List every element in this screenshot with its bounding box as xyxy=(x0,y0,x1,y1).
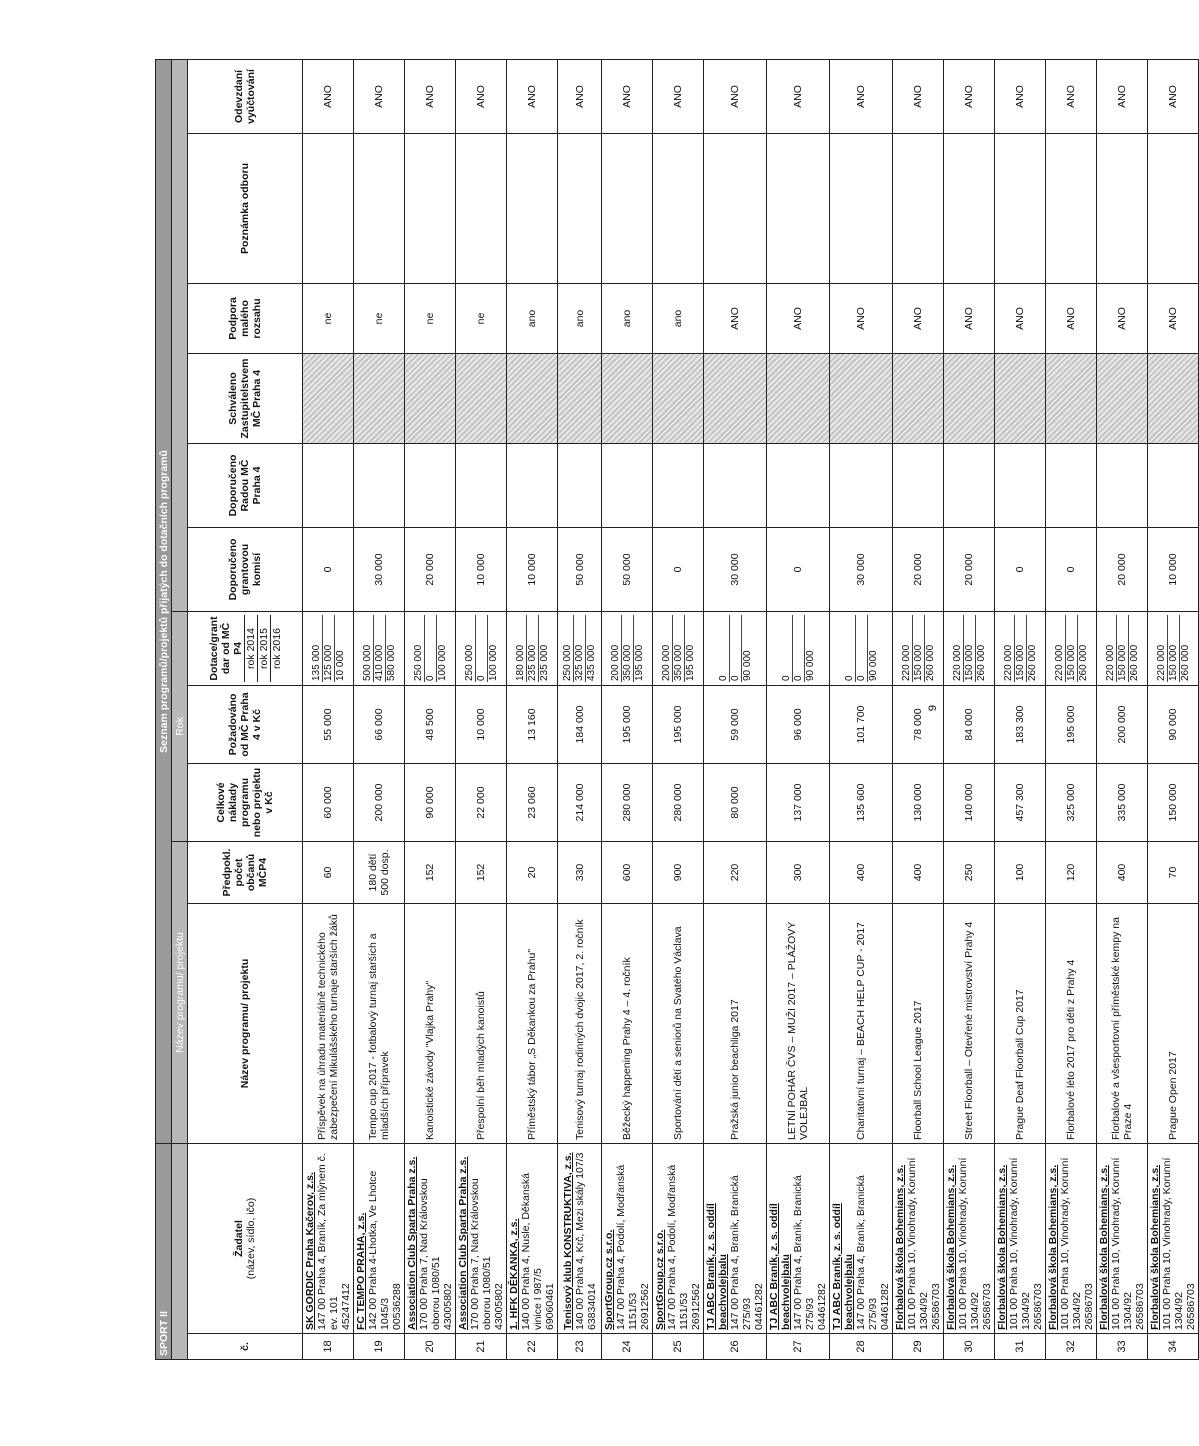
col-rada: Doporučeno Radou MČ Praha 4 xyxy=(188,444,303,528)
recommended-commission: 0 xyxy=(1046,528,1097,612)
total-cost: 90 000 xyxy=(405,764,456,842)
recommended-commission: 0 xyxy=(303,528,354,612)
settlement-submitted: ANO xyxy=(602,59,653,133)
small-support: ANO xyxy=(830,284,893,354)
project-name: Prague Deaf Floorball Cup 2017 xyxy=(995,904,1046,1144)
applicant: SportGroup.cz s.r.o. 147 00 Praha 4, Podolí, Modřanská 1151/53 26912562 xyxy=(602,1144,653,1334)
total-cost: 457 300 xyxy=(995,764,1046,842)
settlement-submitted: ANO xyxy=(354,59,405,133)
settlement-submitted: ANO xyxy=(507,59,558,133)
applicant: 1. HFK DĚKANKA, z.s. 140 00 Praha 4, Nusle, Děkanská vinice I 987/5 69060461 xyxy=(507,1144,558,1334)
recommended-council xyxy=(830,444,893,528)
grants-by-year: 220 000 150 000 260 000 xyxy=(995,612,1046,686)
applicant: Florbalová škola Bohemians, z.s. 101 00 Praha 10, Vinohrady, Korunní 1304/92 26586703 xyxy=(995,1144,1046,1334)
applicant: Florbalová škola Bohemians, z.s. 101 00 Praha 10, Vinohrady, Korunní 1304/92 26586703 xyxy=(1148,1144,1199,1334)
page-number: 9 xyxy=(927,704,940,712)
requested: 55 000 xyxy=(303,686,354,764)
applicant: SK GORDIC Praha Kačerov, z.s. 147 00 Praha 4, Braník, Za mlýnem č. ev. 101 45247412 xyxy=(303,1144,354,1334)
header-row xyxy=(188,59,303,1359)
recommended-council xyxy=(893,444,944,528)
citizens-count: 152 xyxy=(405,842,456,904)
total-cost: 140 000 xyxy=(944,764,995,842)
small-support: ne xyxy=(354,284,405,354)
grants-by-year: 0 0 90 000 xyxy=(767,612,830,686)
recommended-council xyxy=(558,444,602,528)
approved-assembly xyxy=(1097,354,1148,444)
requested: 66 000 xyxy=(354,686,405,764)
department-note xyxy=(653,134,704,284)
total-cost: 280 000 xyxy=(602,764,653,842)
applicant: TJ ABC Braník, z. s. oddíl beachvolejbalu 147 00 Praha 4, Braník, Branická 275/93 04461282 xyxy=(704,1144,767,1334)
recommended-council xyxy=(456,444,507,528)
total-cost: 325 000 xyxy=(1046,764,1097,842)
grants-by-year: 220 000 150 000 260 000 xyxy=(1046,612,1097,686)
requested: 195 000 xyxy=(1046,686,1097,764)
project-name: LETNÍ POHÁR ČVS – MUŽI 2017 – PLÁŽOVÝ VOLEJBAL xyxy=(767,904,830,1144)
band-rok: Rok xyxy=(172,612,188,842)
row-number: 18 xyxy=(303,1334,354,1360)
row-number: 20 xyxy=(405,1334,456,1360)
citizens-count: 400 xyxy=(830,842,893,904)
approved-assembly xyxy=(893,354,944,444)
total-cost: 80 000 xyxy=(704,764,767,842)
requested: 59 000 xyxy=(704,686,767,764)
citizens-count: 250 xyxy=(944,842,995,904)
grants-by-year: 0 0 90 000 xyxy=(704,612,767,686)
recommended-commission: 30 000 xyxy=(830,528,893,612)
recommended-council xyxy=(767,444,830,528)
row-number: 19 xyxy=(354,1334,405,1360)
citizens-count: 152 xyxy=(456,842,507,904)
recommended-commission: 50 000 xyxy=(602,528,653,612)
applicant: Florbalová škola Bohemians, z.s. 101 00 Praha 10, Vinohrady, Korunní 1304/92 26586703 xyxy=(1046,1144,1097,1334)
row-number: 23 xyxy=(558,1334,602,1360)
project-name: Florbalové a všesportovní příměstské kempy na Praze 4 xyxy=(1097,904,1148,1144)
recommended-commission: 0 xyxy=(767,528,830,612)
col-cislo: č. xyxy=(188,1334,303,1360)
table-row xyxy=(405,59,456,1359)
department-note xyxy=(704,134,767,284)
citizens-count: 300 xyxy=(767,842,830,904)
recommended-council xyxy=(354,444,405,528)
project-name: Sportování dětí a seniorů na Svatého Václava xyxy=(653,904,704,1144)
grants-by-year: 135 000 125 000 10 000 xyxy=(303,612,354,686)
department-note xyxy=(558,134,602,284)
citizens-count: 900 xyxy=(653,842,704,904)
recommended-council xyxy=(303,444,354,528)
department-note xyxy=(507,134,558,284)
department-note xyxy=(456,134,507,284)
col-komise: Doporučeno grantovou komisí xyxy=(188,528,303,612)
row-number: 33 xyxy=(1097,1334,1148,1360)
total-cost: 130 000 xyxy=(893,764,944,842)
row-number: 26 xyxy=(704,1334,767,1360)
citizens-count: 220 xyxy=(704,842,767,904)
recommended-commission: 0 xyxy=(653,528,704,612)
small-support: ano xyxy=(558,284,602,354)
recommended-commission: 10 000 xyxy=(456,528,507,612)
table-row xyxy=(303,59,354,1359)
approved-assembly xyxy=(830,354,893,444)
grants-by-year: 250 000 0 100 000 xyxy=(405,612,456,686)
row-number: 30 xyxy=(944,1334,995,1360)
row-number: 32 xyxy=(1046,1334,1097,1360)
applicant: TJ ABC Braník, z. s. oddíl beachvolejbalu 147 00 Praha 4, Braník, Branická 275/93 04461282 xyxy=(767,1144,830,1334)
total-cost: 23 060 xyxy=(507,764,558,842)
col-pozadovano: Požadováno od MČ Praha 4 v Kč xyxy=(188,686,303,764)
small-support: ne xyxy=(456,284,507,354)
recommended-council xyxy=(507,444,558,528)
requested: 101 700 xyxy=(830,686,893,764)
band-subtitle: Název programu/ projektu xyxy=(172,842,188,1144)
recommended-commission: 10 000 xyxy=(507,528,558,612)
grants-by-year: 220 000 150 000 260 000 xyxy=(893,612,944,686)
recommended-council xyxy=(1097,444,1148,528)
project-name: Kanoistické závody "Vlajka Prahy" xyxy=(405,904,456,1144)
grants-by-year: 200 000 350 000 195 000 xyxy=(602,612,653,686)
recommended-council xyxy=(405,444,456,528)
row-number: 28 xyxy=(830,1334,893,1360)
section-label: SPORT II xyxy=(156,1144,172,1360)
settlement-submitted: ANO xyxy=(767,59,830,133)
col-podpora: Podpora malého rozsahu xyxy=(188,284,303,354)
small-support: ANO xyxy=(1148,284,1199,354)
col-poznamka: Poznámka odboru xyxy=(188,134,303,284)
row-number: 25 xyxy=(653,1334,704,1360)
table-row xyxy=(767,59,830,1359)
table-row xyxy=(1148,59,1199,1359)
col-odevzdani: Odevzdaní vyúčtování xyxy=(188,59,303,133)
approved-assembly xyxy=(704,354,767,444)
project-name: Floorball School League 2017 xyxy=(893,904,944,1144)
citizens-count: 330 xyxy=(558,842,602,904)
row-number: 29 xyxy=(893,1334,944,1360)
table-row xyxy=(704,59,767,1359)
small-support: ANO xyxy=(1097,284,1148,354)
grants-by-year: 0 0 90 000 xyxy=(830,612,893,686)
table-body xyxy=(303,59,1199,1359)
table-row xyxy=(507,59,558,1359)
row-number: 31 xyxy=(995,1334,1046,1360)
citizens-count: 100 xyxy=(995,842,1046,904)
applicant: TJ ABC Braník, z. s. oddíl beachvolejbalu 147 00 Praha 4, Braník, Branická 275/93 04461282 xyxy=(830,1144,893,1334)
project-name: Příměstský tábor „S Děkankou za Prahu" xyxy=(507,904,558,1144)
col-zadatel: Žadatel (název, sídlo, ičo) xyxy=(188,1144,303,1334)
citizens-count: 400 xyxy=(1097,842,1148,904)
table-row xyxy=(653,59,704,1359)
grants-by-year: 220 000 150 000 260 000 xyxy=(1097,612,1148,686)
applicant: Florbalová škola Bohemians, z.s. 101 00 Praha 10, Vinohrady, Korunní 1304/92 26586703 xyxy=(893,1144,944,1334)
department-note xyxy=(830,134,893,284)
settlement-submitted: ANO xyxy=(704,59,767,133)
small-support: ANO xyxy=(893,284,944,354)
total-cost: 22 000 xyxy=(456,764,507,842)
settlement-submitted: ANO xyxy=(1148,59,1199,133)
department-note xyxy=(1097,134,1148,284)
row-number: 27 xyxy=(767,1334,830,1360)
recommended-commission: 50 000 xyxy=(558,528,602,612)
applicant: Tenisový klub KONSTRUKTIVA, z.s. 140 00 Praha 4, Krč, Mezi skály 107/3 63834014 xyxy=(558,1144,602,1334)
approved-assembly xyxy=(303,354,354,444)
requested: 10 000 xyxy=(456,686,507,764)
total-cost: 280 000 xyxy=(653,764,704,842)
department-note xyxy=(602,134,653,284)
department-note xyxy=(354,134,405,284)
table-row xyxy=(602,59,653,1359)
row-number: 22 xyxy=(507,1334,558,1360)
recommended-council xyxy=(995,444,1046,528)
small-support: ANO xyxy=(767,284,830,354)
approved-assembly xyxy=(653,354,704,444)
requested: 195 000 xyxy=(653,686,704,764)
requested: 90 000 xyxy=(1148,686,1199,764)
recommended-commission: 20 000 xyxy=(1097,528,1148,612)
small-support: ano xyxy=(507,284,558,354)
department-note xyxy=(767,134,830,284)
small-support: ANO xyxy=(944,284,995,354)
project-name: Přespolní běh mladých kanoistů xyxy=(456,904,507,1144)
table-row xyxy=(354,59,405,1359)
grants-by-year: 500 000 410 000 580 000 xyxy=(354,612,405,686)
recommended-commission: 30 000 xyxy=(704,528,767,612)
department-note xyxy=(405,134,456,284)
settlement-submitted: ANO xyxy=(893,59,944,133)
section-band xyxy=(156,59,172,1359)
settlement-submitted: ANO xyxy=(1046,59,1097,133)
project-name: Florbalové léto 2017 pro děti z Prahy 4 xyxy=(1046,904,1097,1144)
approved-assembly xyxy=(944,354,995,444)
recommended-commission: 10 000 xyxy=(1148,528,1199,612)
project-name: Prague Open 2017 xyxy=(1148,904,1199,1144)
settlement-submitted: ANO xyxy=(830,59,893,133)
table-row xyxy=(995,59,1046,1359)
department-note xyxy=(995,134,1046,284)
recommended-commission: 0 xyxy=(995,528,1046,612)
department-note xyxy=(303,134,354,284)
requested: 78 000 xyxy=(893,686,944,764)
requested: 200 000 xyxy=(1097,686,1148,764)
settlement-submitted: ANO xyxy=(405,59,456,133)
col-naklady: Celkové náklady programu nebo projektu v Kč xyxy=(188,764,303,842)
approved-assembly xyxy=(1148,354,1199,444)
settlement-submitted: ANO xyxy=(1097,59,1148,133)
applicant: SportGroup.cz s.r.o. 147 00 Praha 4, Podolí, Modřanská 1151/53 26912562 xyxy=(653,1144,704,1334)
applicant: Florbalová škola Bohemians, z.s. 101 00 Praha 10, Vinohrady, Korunní 1304/92 26586703 xyxy=(1097,1144,1148,1334)
grants-by-year: 180 000 235 000 235 000 xyxy=(507,612,558,686)
grants-by-year: 250 000 0 100 000 xyxy=(456,612,507,686)
department-note xyxy=(893,134,944,284)
grants-by-year: 220 000 150 000 260 000 xyxy=(1148,612,1199,686)
approved-assembly xyxy=(405,354,456,444)
small-support: ne xyxy=(303,284,354,354)
applicant: Florbalová škola Bohemians, z.s. 101 00 Praha 10, Vinohrady, Korunní 1304/92 26586703 xyxy=(944,1144,995,1334)
grants-by-year: 220 000 150 000 260 000 xyxy=(944,612,995,686)
table-row xyxy=(830,59,893,1359)
total-cost: 60 000 xyxy=(303,764,354,842)
project-name: Tenisový turnaj rodinných dvojic 2017, 2. ročník xyxy=(558,904,602,1144)
project-name: Street Floorball – Otevřené mistrovství Prahy 4 xyxy=(944,904,995,1144)
requested: 84 000 xyxy=(944,686,995,764)
citizens-count: 70 xyxy=(1148,842,1199,904)
total-cost: 335 000 xyxy=(1097,764,1148,842)
table-row xyxy=(558,59,602,1359)
recommended-council xyxy=(653,444,704,528)
approved-assembly xyxy=(995,354,1046,444)
approved-assembly xyxy=(456,354,507,444)
grants-by-year: 200 000 350 000 195 000 xyxy=(653,612,704,686)
total-cost: 214 000 xyxy=(558,764,602,842)
approved-assembly xyxy=(767,354,830,444)
table-row xyxy=(1097,59,1148,1359)
small-support: ano xyxy=(602,284,653,354)
approved-assembly xyxy=(354,354,405,444)
subtitle-band xyxy=(172,59,188,1359)
approved-assembly xyxy=(558,354,602,444)
settlement-submitted: ANO xyxy=(558,59,602,133)
recommended-council xyxy=(602,444,653,528)
project-name: Příspěvek na úhradu materiálně technického zabezpečení Mikulášského turnaje starších žáků xyxy=(303,904,354,1144)
settlement-submitted: ANO xyxy=(653,59,704,133)
approved-assembly xyxy=(602,354,653,444)
table-row xyxy=(1046,59,1097,1359)
col-zastup: Schváleno Zastupitelstvem MČ Praha 4 xyxy=(188,354,303,444)
row-number: 34 xyxy=(1148,1334,1199,1360)
recommended-council xyxy=(1046,444,1097,528)
small-support: ne xyxy=(405,284,456,354)
approved-assembly xyxy=(507,354,558,444)
row-number: 24 xyxy=(602,1334,653,1360)
requested: 195 000 xyxy=(602,686,653,764)
col-pocet: Předpokl. počet občanů MČP4 xyxy=(188,842,303,904)
project-name: Charitativní turnaj – BEACH HELP CUP - 2017 xyxy=(830,904,893,1144)
grants-by-year: 250 000 325 000 435 000 xyxy=(558,612,602,686)
band-title: Seznam programů/projektů přijatých do dotačních programů xyxy=(156,59,172,1143)
col-nazev: Název programu/ projektu xyxy=(188,904,303,1144)
recommended-commission: 20 000 xyxy=(893,528,944,612)
approved-assembly xyxy=(1046,354,1097,444)
recommended-commission: 30 000 xyxy=(354,528,405,612)
citizens-count: 120 xyxy=(1046,842,1097,904)
total-cost: 137 000 xyxy=(767,764,830,842)
settlement-submitted: ANO xyxy=(995,59,1046,133)
citizens-count: 180 dětí 500 dosp. xyxy=(354,842,405,904)
col-dotace: Dotace/grant dar od MČ P4 rok 2014 rok 2015 rok 2016 xyxy=(188,612,303,686)
requested: 183 300 xyxy=(995,686,1046,764)
recommended-commission: 20 000 xyxy=(405,528,456,612)
recommended-council xyxy=(1148,444,1199,528)
department-note xyxy=(1046,134,1097,284)
recommended-commission: 20 000 xyxy=(944,528,995,612)
row-number: 21 xyxy=(456,1334,507,1360)
small-support: ANO xyxy=(995,284,1046,354)
requested: 184 000 xyxy=(558,686,602,764)
settlement-submitted: ANO xyxy=(944,59,995,133)
department-note xyxy=(1148,134,1199,284)
small-support: ANO xyxy=(704,284,767,354)
requested: 13 160 xyxy=(507,686,558,764)
requested: 96 000 xyxy=(767,686,830,764)
settlement-submitted: ANO xyxy=(303,59,354,133)
department-note xyxy=(944,134,995,284)
small-support: ano xyxy=(653,284,704,354)
project-name: Pražská junior beachliga 2017 xyxy=(704,904,767,1144)
total-cost: 200 000 xyxy=(354,764,405,842)
table-row xyxy=(456,59,507,1359)
applicant: Association Club Sparta Praha z.s. 170 00 Praha 7, Nad Královskou oborou 1080/51 43005802 xyxy=(405,1144,456,1334)
citizens-count: 20 xyxy=(507,842,558,904)
project-name: Běžecký happening Prahy 4 – 4. ročník xyxy=(602,904,653,1144)
citizens-count: 60 xyxy=(303,842,354,904)
grant-table xyxy=(155,59,1199,1360)
total-cost: 135 600 xyxy=(830,764,893,842)
recommended-council xyxy=(704,444,767,528)
total-cost: 150 000 xyxy=(1148,764,1199,842)
citizens-count: 400 xyxy=(893,842,944,904)
applicant: Association Club Sparta Praha z.s. 170 00 Praha 7, Nad Královskou oborou 1080/51 43005802 xyxy=(456,1144,507,1334)
small-support: ANO xyxy=(1046,284,1097,354)
requested: 48 500 xyxy=(405,686,456,764)
rotated-sheet xyxy=(155,60,1197,1360)
table-row xyxy=(944,59,995,1359)
recommended-council xyxy=(944,444,995,528)
settlement-submitted: ANO xyxy=(456,59,507,133)
project-name: Tempo cup 2017 - fotbalový turnaj starších a mladších přípravek xyxy=(354,904,405,1144)
applicant: FC TEMPO PRAHA, z.s. 142 00 Praha 4-Lhotka, Ve Lhotce 1045/3 00536288 xyxy=(354,1144,405,1334)
citizens-count: 600 xyxy=(602,842,653,904)
